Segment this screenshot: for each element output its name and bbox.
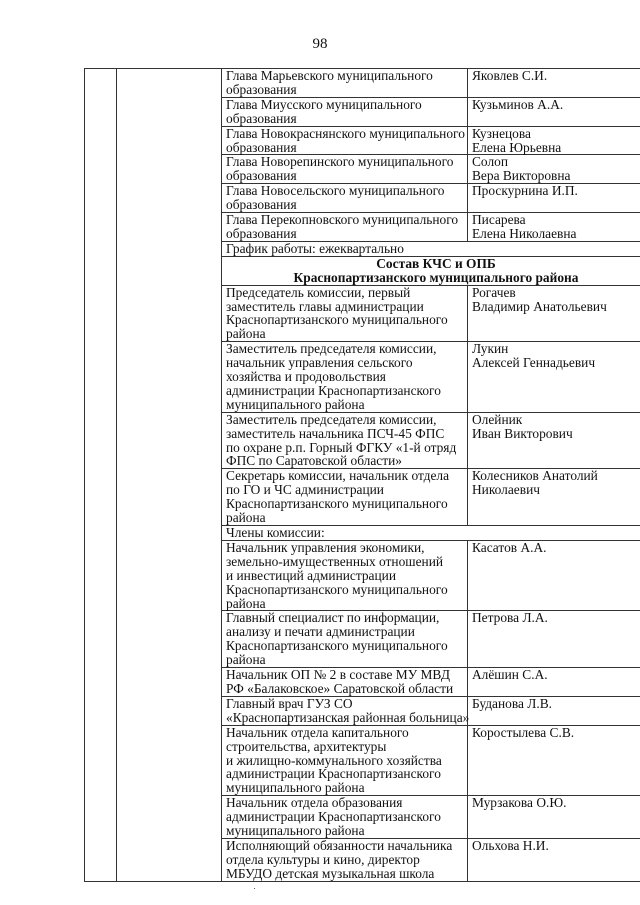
position-text: строительства, архитектуры xyxy=(226,738,387,754)
person-name: Писарева xyxy=(472,212,526,228)
person-name: Петрова Л.А. xyxy=(472,610,548,626)
name-cell xyxy=(468,725,640,796)
page-number: 98 xyxy=(312,36,328,52)
person-name: Алексей Геннадьевич xyxy=(472,355,596,371)
position-text: Глава Новосельского муниципального xyxy=(226,183,445,199)
person-name: Рогачев xyxy=(472,284,516,300)
position-cell xyxy=(222,69,468,98)
position-text: Глава Перекопновского муниципального xyxy=(226,212,459,228)
position-text: района xyxy=(226,652,266,668)
position-text: «Краснопартизанская районная больница» xyxy=(226,709,470,725)
position-text: Краснопартизанского муниципального xyxy=(226,638,448,654)
person-name: Ольхова Н.И. xyxy=(472,837,549,853)
name-cell xyxy=(468,696,640,725)
position-text: Краснопартизанского муниципального xyxy=(226,496,448,512)
name-cell xyxy=(468,213,640,242)
name-cell xyxy=(468,668,640,697)
position-cell xyxy=(222,668,468,697)
position-cell xyxy=(222,796,468,839)
position-text: анализу и печати администрации xyxy=(226,624,415,640)
position-text: муниципального района xyxy=(226,780,365,796)
person-name: Коростылева С.В. xyxy=(472,724,575,740)
position-text: земельно-имущественных отношений xyxy=(226,553,444,569)
position-text: администрации Краснопартизанского xyxy=(226,809,441,825)
position-text: района xyxy=(226,510,266,526)
position-text: по охране р.п. Горный ФГКУ «1-й отряд xyxy=(226,439,457,455)
position-text: Глава Марьевского муниципального xyxy=(226,68,433,83)
position-cell xyxy=(222,97,468,126)
person-name: Кузнецова xyxy=(472,125,531,141)
name-cell xyxy=(468,69,640,98)
person-name: Елена Николаевна xyxy=(472,225,577,241)
position-cell xyxy=(222,126,468,155)
section-header-line: Состав КЧС и ОПБ xyxy=(376,255,496,271)
person-name: Лукин xyxy=(472,341,509,357)
position-cell xyxy=(222,469,468,526)
name-cell xyxy=(468,412,640,469)
commission-table xyxy=(84,68,640,882)
position-cell xyxy=(222,696,468,725)
name-cell xyxy=(468,796,640,839)
person-name: Солоп xyxy=(472,154,508,170)
position-cell xyxy=(222,285,468,342)
position-text: образования xyxy=(226,81,297,97)
scan-speck xyxy=(254,888,255,889)
position-text: и жилищно-коммунального хозяйства xyxy=(226,752,442,768)
position-text: образования xyxy=(226,197,297,213)
person-name: Николаевич xyxy=(472,482,540,498)
table-row xyxy=(85,69,640,98)
position-cell xyxy=(222,540,468,611)
person-name: Колесников Анатолий xyxy=(472,468,598,484)
person-name: Мурзакова О.Ю. xyxy=(472,795,567,811)
commission-table-body xyxy=(85,69,640,882)
position-text: Начальник отдела капитального xyxy=(226,724,409,740)
position-text: Начальник ОП № 2 в составе МУ МВД xyxy=(226,667,450,683)
position-text: администрации Краснопартизанского xyxy=(226,382,441,398)
person-name: Алёшин С.А. xyxy=(472,667,548,683)
position-text: района xyxy=(226,595,266,611)
position-text: РФ «Балаковское» Саратовской области xyxy=(226,680,454,696)
position-text: Главный врач ГУЗ СО xyxy=(226,695,353,711)
position-text: Заместитель председателя комиссии, xyxy=(226,341,437,357)
person-name: Владимир Анатольевич xyxy=(472,298,607,314)
position-text: ФПС по Саратовской области» xyxy=(226,453,402,469)
person-name: Олейник xyxy=(472,411,523,427)
position-cell xyxy=(222,412,468,469)
position-cell xyxy=(222,213,468,242)
position-text: хозяйства и продовольствия xyxy=(226,369,386,385)
person-name: Елена Юрьевна xyxy=(472,139,562,155)
name-cell xyxy=(468,285,640,342)
position-text: и инвестиций администрации xyxy=(226,567,396,583)
position-text: Краснопартизанского муниципального xyxy=(226,312,448,328)
position-cell xyxy=(222,611,468,668)
position-text: муниципального района xyxy=(226,396,365,412)
position-text: Исполняющий обязанности начальника xyxy=(226,837,453,853)
person-name: Вера Викторовна xyxy=(472,168,571,184)
name-cell xyxy=(468,184,640,213)
category-column-cell xyxy=(117,69,222,882)
position-text: отдела культуры и кино, директор xyxy=(226,851,420,867)
name-cell xyxy=(468,611,640,668)
position-cell xyxy=(222,838,468,881)
name-cell xyxy=(468,126,640,155)
position-text: образования xyxy=(226,225,297,241)
position-text: муниципального района xyxy=(226,823,365,839)
position-text: образования xyxy=(226,168,297,184)
position-text: Глава Новорепинского муниципального xyxy=(226,154,454,170)
name-cell xyxy=(468,155,640,184)
name-cell xyxy=(468,540,640,611)
position-text: Главный специалист по информации, xyxy=(226,610,440,626)
position-cell xyxy=(222,184,468,213)
position-text: Секретарь комиссии, начальник отдела xyxy=(226,468,450,484)
schedule-text: График работы: ежеквартально xyxy=(222,241,640,256)
position-text: администрации Краснопартизанского xyxy=(226,766,441,782)
name-cell xyxy=(468,469,640,526)
section-header-line: Краснопартизанского муниципального района xyxy=(293,269,579,285)
section-header xyxy=(222,256,640,285)
person-name: Проскурнина И.П. xyxy=(472,183,578,199)
position-text: образования xyxy=(226,139,297,155)
position-cell xyxy=(222,155,468,184)
position-text: Председатель комиссии, первый xyxy=(226,284,411,300)
position-text: Глава Миусского муниципального xyxy=(226,96,422,112)
name-cell xyxy=(468,97,640,126)
person-name: Иван Викторович xyxy=(472,425,573,441)
position-text: заместитель начальника ПСЧ-45 ФПС xyxy=(226,425,445,441)
position-text: образования xyxy=(226,110,297,126)
number-column-cell xyxy=(85,69,117,882)
position-text: района xyxy=(226,326,266,342)
position-text: Начальник отдела образования xyxy=(226,795,403,811)
position-text: Глава Новокраснянского муниципального xyxy=(226,125,465,141)
position-text: по ГО и ЧС администрации xyxy=(226,482,384,498)
position-cell xyxy=(222,342,468,413)
position-text: Заместитель председателя комиссии, xyxy=(226,411,437,427)
person-name: Яковлев С.И. xyxy=(472,68,548,83)
position-text: МБУДО детская музыкальная школа xyxy=(226,865,435,881)
person-name: Касатов А.А. xyxy=(472,539,547,555)
position-text: Краснопартизанского муниципального xyxy=(226,581,448,597)
position-text: заместитель главы администрации xyxy=(226,298,424,314)
position-cell xyxy=(222,725,468,796)
name-cell xyxy=(468,342,640,413)
position-text: Начальник управления экономики, xyxy=(226,539,425,555)
person-name: Кузьминов А.А. xyxy=(472,96,564,112)
name-cell xyxy=(468,838,640,881)
person-name: Буданова Л.В. xyxy=(472,695,552,711)
members-label: Члены комиссии: xyxy=(222,526,640,541)
position-text: начальник управления сельского xyxy=(226,355,413,371)
